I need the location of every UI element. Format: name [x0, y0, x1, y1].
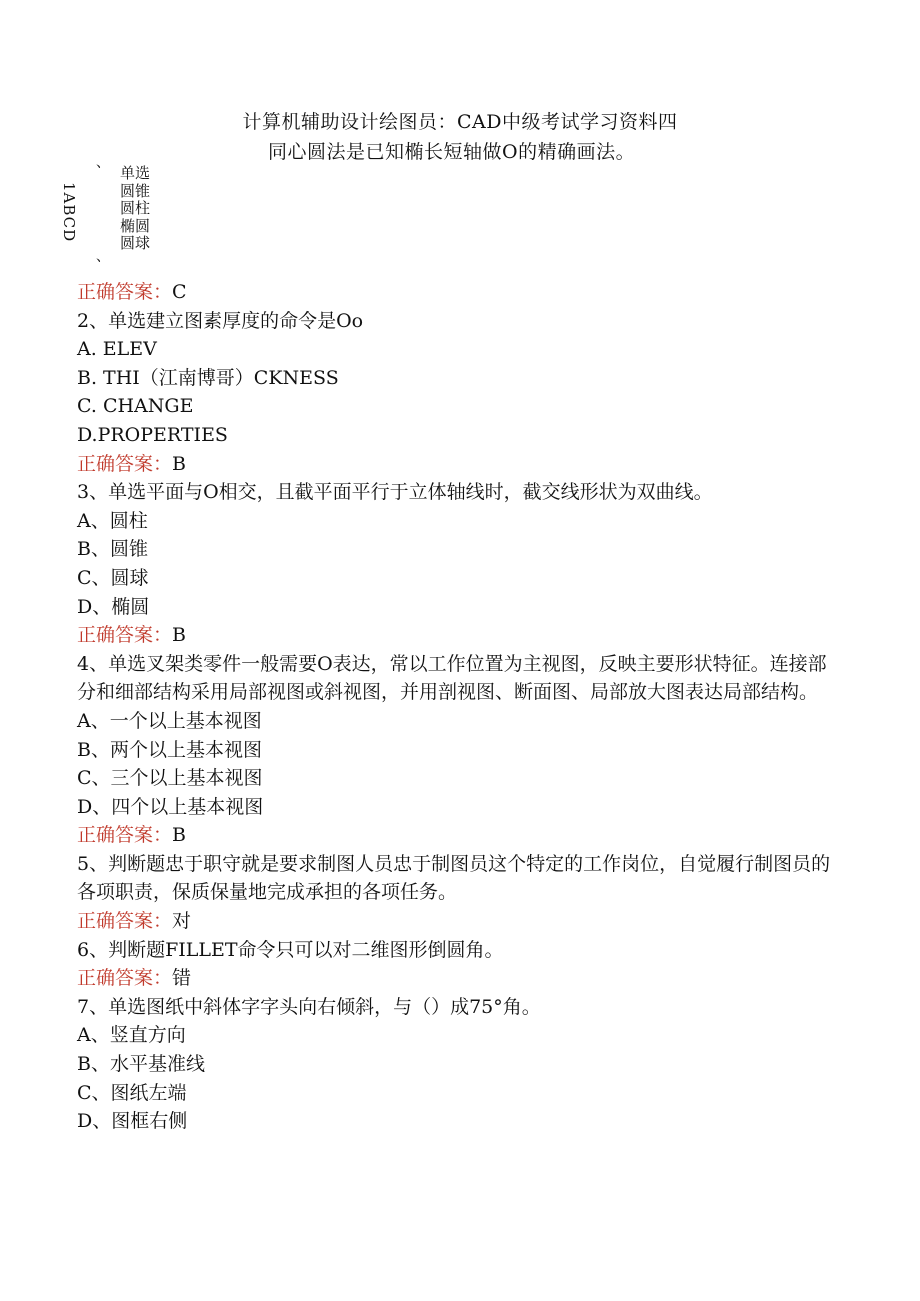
- mark-tick: 、: [96, 249, 110, 265]
- option-item: B. THI（江南博哥）CKNESS: [77, 366, 339, 389]
- answer-label: 正确答案：: [77, 624, 173, 647]
- answer-value: C: [172, 281, 187, 303]
- question-list: [77, 278, 837, 1136]
- question-6-stem: 6、判断题FILLET命令只可以对二维图形倒圆角。: [77, 938, 504, 961]
- answer-value: 对: [172, 910, 192, 933]
- option-item: 圆球: [120, 234, 151, 252]
- answer-value: 错: [172, 967, 192, 990]
- question-1-option-letters: 1ABCD: [60, 182, 78, 243]
- question-7-stem: 7、单选图纸中斜体字字头向右倾斜，与（）成75°角。: [77, 995, 541, 1018]
- option-item: 椭圆: [120, 216, 151, 235]
- option-item: A. ELEV: [77, 338, 157, 361]
- option-item: D、图框右侧: [77, 1110, 188, 1133]
- question-3-stem: 3、单选平面与O相交，且截平面平行于立体轴线时，截交线形状为双曲线。: [77, 481, 713, 504]
- question-4-stem: 4、单选叉架类零件一般需要O表达，常以工作位置为主视图，反映主要形状特征。连接部分和细部结构采用局部视图或斜视图，并用剖视图、断面图、局部放大图表达局部结构。: [77, 652, 827, 704]
- answer-label: 正确答案：: [77, 967, 173, 990]
- document-title: 计算机辅助设计绘图员：CAD中级考试学习资料四: [242, 111, 678, 133]
- answer-line: [77, 821, 837, 850]
- question-2-stem: 2、单选建立图素厚度的命令是Oo: [77, 309, 364, 332]
- answer-label: 正确答案：: [77, 824, 173, 847]
- option-item: B、圆锥: [77, 538, 148, 561]
- question-1-options: [120, 165, 150, 253]
- option-item: A、圆柱: [77, 509, 148, 532]
- option-item: 圆柱: [120, 199, 151, 217]
- option-item: C、图纸左端: [77, 1081, 187, 1104]
- option-item: D、椭圆: [77, 595, 150, 618]
- answer-label: 正确答案：: [77, 452, 173, 475]
- answer-line: [77, 621, 837, 650]
- answer-label: 正确答案：: [77, 281, 173, 303]
- mark-tick: 、: [96, 155, 110, 171]
- option-item: D、四个以上基本视图: [77, 795, 264, 818]
- question-1-stem: 同心圆法是已知椭长短轴做O的精确画法。: [268, 141, 636, 163]
- option-item: C、三个以上基本视图: [77, 767, 263, 790]
- option-item: C. CHANGE: [77, 395, 194, 418]
- answer-value: B: [172, 624, 186, 647]
- option-item: 圆锥: [120, 181, 151, 200]
- option-item: B、两个以上基本视图: [77, 738, 262, 761]
- option-item: A、竖直方向: [77, 1024, 186, 1047]
- answer-line: [77, 450, 837, 479]
- answer-line: [77, 278, 837, 307]
- answer-line: [77, 907, 837, 936]
- answer-value: B: [172, 824, 186, 847]
- question-1-type: 单选: [120, 164, 151, 182]
- option-item: B、水平基准线: [77, 1053, 205, 1076]
- answer-line: [77, 964, 837, 993]
- option-item: D.PROPERTIES: [77, 423, 228, 446]
- option-item: C、圆球: [77, 566, 149, 589]
- question-5-stem: 5、判断题忠于职守就是要求制图人员忠于制图员这个特定的工作岗位，自觉履行制图员的各项职责，保质保量地完成承担的各项任务。: [77, 852, 831, 904]
- answer-value: B: [172, 452, 186, 475]
- option-item: A、一个以上基本视图: [77, 709, 262, 732]
- answer-label: 正确答案：: [77, 910, 173, 933]
